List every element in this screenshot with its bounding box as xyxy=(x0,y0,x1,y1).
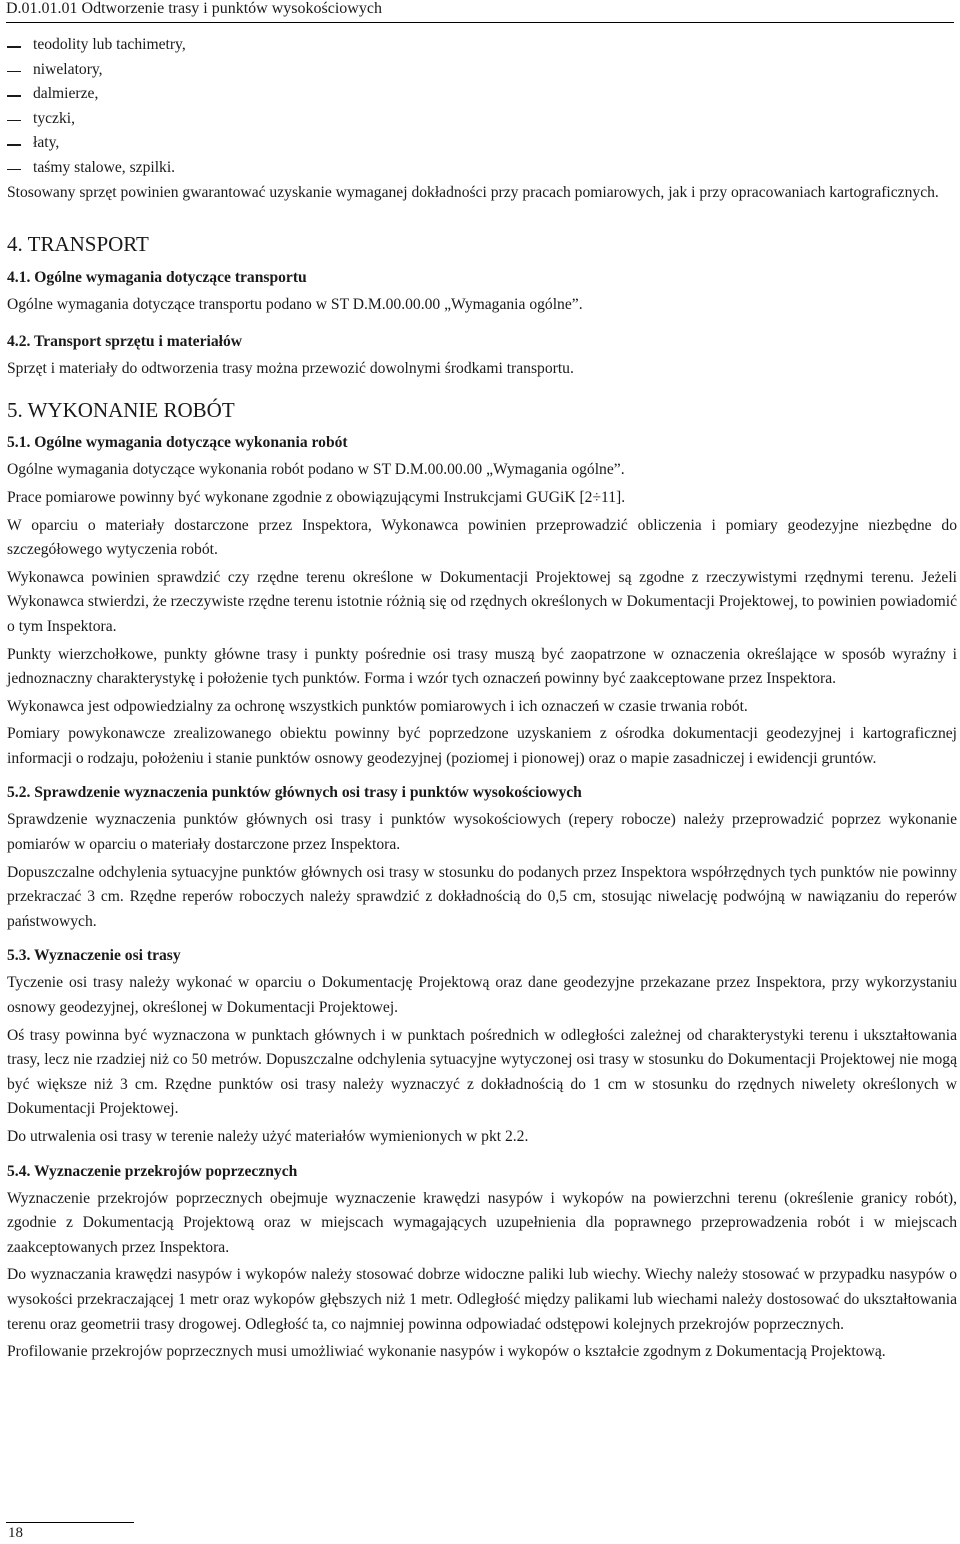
paragraph-5-1-d: Wykonawca powinien sprawdzić czy rzędne terenu określone w Dokumentacji Projektowej są zgodne z rzeczywistymi rzędnymi terenu. Jeżeli Wykonawca stwierdzi, że rzeczywiste rzędne terenu istotnie różnią się od rzędnych określonych w Dokumentacji Projektowej, to powinien powiadomić o tym Inspektora. xyxy=(7,568,957,635)
list-item: tyczki, xyxy=(7,107,957,132)
list-item: teodolity lub tachimetry, xyxy=(7,33,957,58)
footer-rule xyxy=(6,1522,134,1523)
list-item: niwelatory, xyxy=(7,58,957,83)
paragraph-4-2: Sprzęt i materiały do odtworzenia trasy można przewozić dowolnymi środkami transportu. xyxy=(7,359,574,377)
paragraph-4-1: Ogólne wymagania dotyczące transportu podano w ST D.M.00.00.00 „Wymagania ogólne”. xyxy=(7,296,583,314)
paragraph-5-4-a: Wyznaczenie przekrojów poprzecznych obejmuje wyznaczenie krawędzi nasypów i wykopów na powierzchni terenu (określenie granicy robót), zgodnie z Dokumentacją Projektową oraz w miejscach wymagających uzupełnienia dla poprawnego przeprowadzenia robót i w miejscach zaakceptowanych przez Inspektora. xyxy=(7,1189,957,1256)
list-item: taśmy stalowe, szpilki. xyxy=(7,156,957,181)
document-body xyxy=(7,33,957,1365)
list-item: dalmierze, xyxy=(7,82,957,107)
dash-icon xyxy=(7,95,21,97)
dash-icon xyxy=(7,169,21,171)
paragraph-5-4-c: Profilowanie przekrojów poprzecznych musi umożliwiać wykonanie nasypów i wykopów o kształcie zgodnym z Dokumentacją Projektową. xyxy=(7,1343,886,1361)
section-5-heading: 5. WYKONANIE ROBÓT xyxy=(7,398,235,423)
paragraph-5-4-b: Do wyznaczania krawędzi nasypów i wykopów należy stosować dobrze widoczne paliki lub wiechy. Wiechy należy stosować w przypadku nasypów o wysokości przekraczającej 1 metr oraz wykopów głębszych niż 1 metr. Odległość między palikami lub wiechami należy dostosować do ukształtowania terenu oraz geometrii trasy drogowej. Odległość ta, co najmniej powinna odpowiadać odstępowi kolejnych przekrojów poprzecznych. xyxy=(7,1266,957,1333)
paragraph-5-3-b: Oś trasy powinna być wyznaczona w punktach głównych i w punktach pośrednich w odległości zależnej od charakterystyki terenu i ukształtowania trasy, lecz nie rzadziej niż co 50 metrów. Dopuszczalne odchylenia sytuacyjne wytyczonej osi trasy w stosunku do Dokumentacji Projektowej nie mogą być większe niż 3 cm. Rzędne punktów osi trasy należy wyznaczyć z dokładnością do 1 cm w stosunku do rzędnych niwelety określonych w Dokumentacji Projektowej. xyxy=(7,1026,957,1118)
dash-icon xyxy=(7,46,21,48)
section-5-3-heading: 5.3. Wyznaczenie osi trasy xyxy=(7,947,181,965)
paragraph-5-1-f: Wykonawca jest odpowiedzialny za ochronę wszystkich punktów pomiarowych i ich oznaczeń w czasie trwania robót. xyxy=(7,697,748,715)
dash-icon xyxy=(7,71,21,73)
section-4-heading: 4. TRANSPORT xyxy=(7,232,149,257)
section-4-2-heading: 4.2. Transport sprzętu i materiałów xyxy=(7,332,243,350)
section-5-2-heading: 5.2. Sprawdzenie wyznaczenia punktów głównych osi trasy i punktów wysokościowych xyxy=(7,784,582,802)
paragraph-5-2-b: Dopuszczalne odchylenia sytuacyjne punktów głównych osi trasy w stosunku do podanych przez Inspektora współrzędnych tych punktów nie powinny przekraczać 3 cm. Rzędne reperów roboczych należy sprawdzić z dokładnością do 0,5 cm, stosując niwelację podwójną w nawiązaniu do reperów państwowych. xyxy=(7,863,957,930)
paragraph-5-1-c: W oparciu o materiały dostarczone przez Inspektora, Wykonawca powinien przeprowadzić obliczenia i pomiary geodezyjne niezbędne do szczegółowego wytyczenia robót. xyxy=(7,516,957,559)
section-5-4-heading: 5.4. Wyznaczenie przekrojów poprzecznych xyxy=(7,1162,298,1180)
dash-icon xyxy=(7,144,21,146)
paragraph-equipment: Stosowany sprzęt powinien gwarantować uzyskanie wymaganej dokładności przy pracach pomiarowych, jak i przy opracowaniach kartograficznych. xyxy=(7,183,939,201)
list-item: łaty, xyxy=(7,131,957,156)
paragraph-5-1-e: Punkty wierzchołkowe, punkty główne trasy i punkty pośrednie osi trasy muszą być zaopatrzone w oznaczenia określające w sposób wyraźny i jednoznaczny charakterystykę i położenie tych punktów. Forma i wzór tych oznaczeń powinny być zaakceptowane przez Inspektora. xyxy=(7,645,957,688)
paragraph-5-2-a: Sprawdzenie wyznaczenia punktów głównych osi trasy i punktów wysokościowych (repery robocze) należy przeprowadzić poprzez wykonanie pomiarów w oparciu o materiały dostarczone przez Inspektora. xyxy=(7,811,957,854)
page-number: 18 xyxy=(8,1525,23,1541)
page-header xyxy=(6,0,954,23)
paragraph-5-3-a: Tyczenie osi trasy należy wykonać w oparciu o Dokumentację Projektową oraz dane geodezyjne przekazane przez Inspektora, przy wykorzystaniu osnowy geodezyjnej, określonej w Dokumentacji Projektowej. xyxy=(7,974,957,1017)
paragraph-5-1-g: Pomiary powykonawcze zrealizowanego obiektu powinny być poprzedzone uzyskaniem z ośrodka dokumentacji geodezyjnej i kartograficznej informacji o rodzaju, położeniu i stanie punktów osnowy geodezyjnej (poziomej i pionowej) oraz o mapie zasadniczej i ewidencji gruntów. xyxy=(7,725,957,767)
equipment-list xyxy=(7,33,957,181)
section-4-1-heading: 4.1. Ogólne wymagania dotyczące transportu xyxy=(7,269,307,287)
dash-icon xyxy=(7,120,21,122)
paragraph-5-3-c: Do utrwalenia osi trasy w terenie należy użyć materiałów wymienionych w pkt 2.2. xyxy=(7,1128,529,1145)
paragraph-5-1-a: Ogólne wymagania dotyczące wykonania robót podano w ST D.M.00.00.00 „Wymagania ogólne”. xyxy=(7,461,625,479)
section-5-1-heading: 5.1. Ogólne wymagania dotyczące wykonania robót xyxy=(7,434,348,452)
header-title: D.01.01.01 Odtworzenie trasy i punktów wysokościowych xyxy=(6,0,382,17)
paragraph-5-1-b: Prace pomiarowe powinny być wykonane zgodnie z obowiązującymi Instrukcjami GUGiK [2÷11]. xyxy=(7,488,626,506)
